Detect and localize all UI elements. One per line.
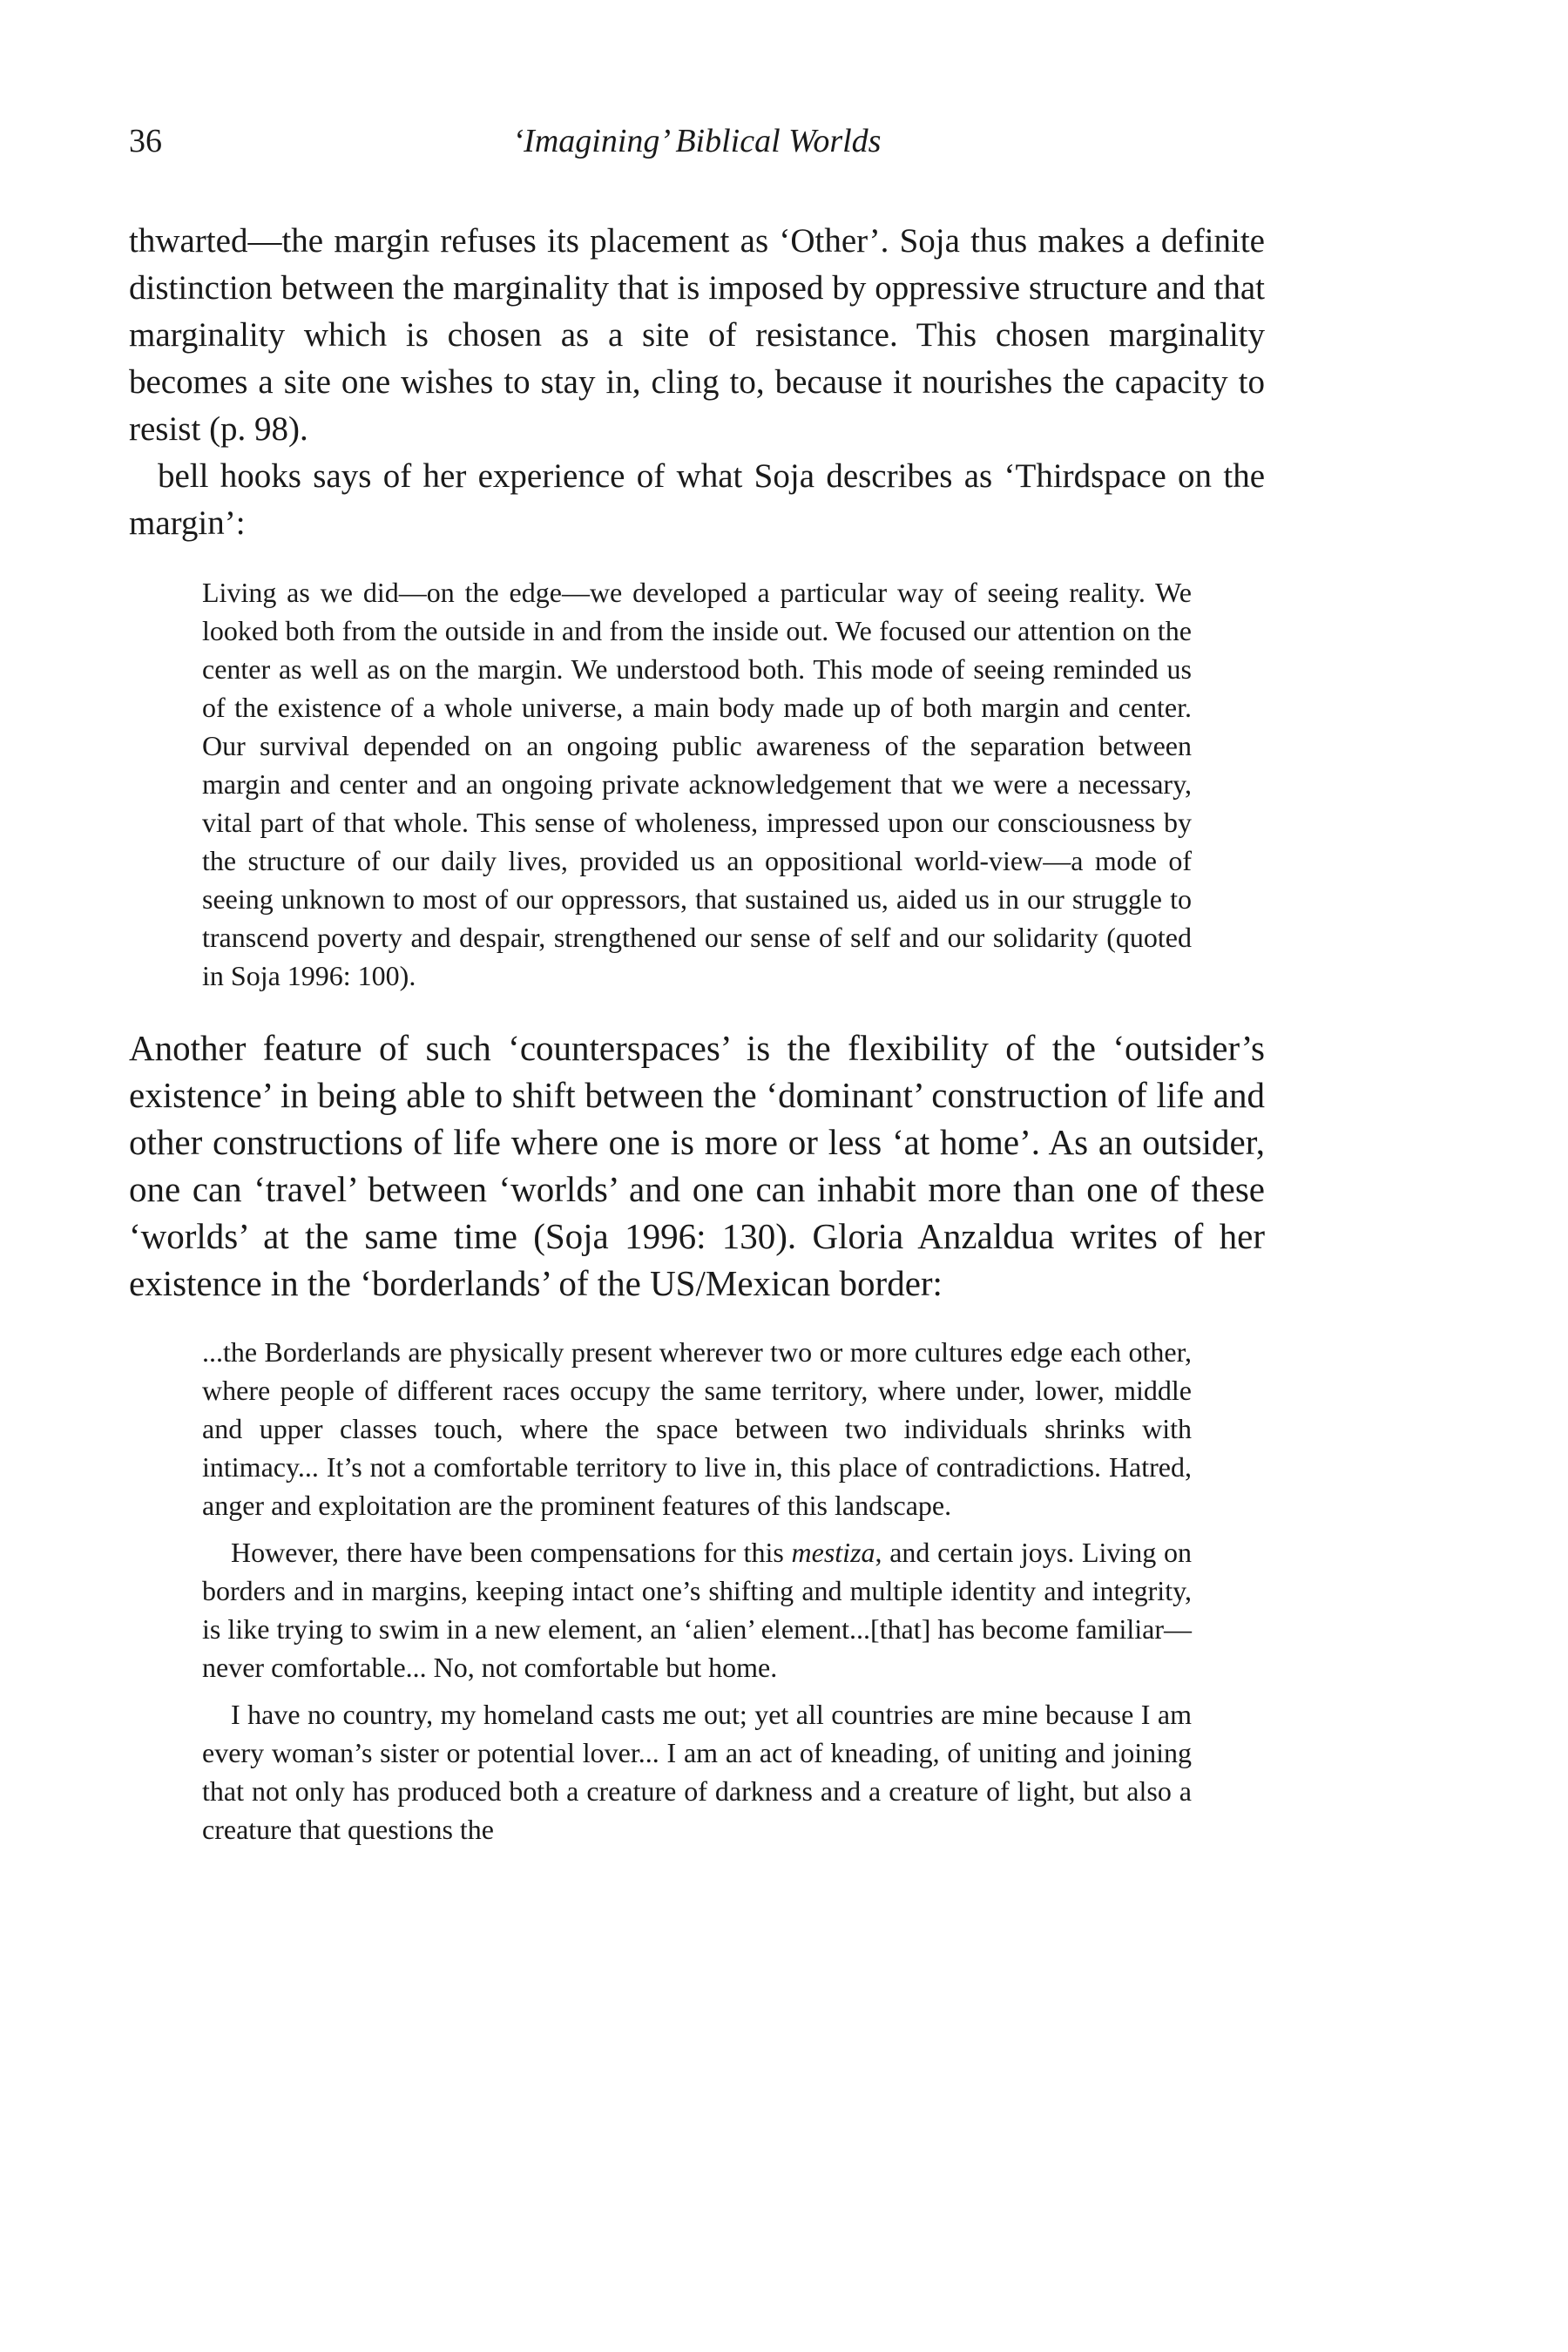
paragraph-bell-hooks-intro: bell hooks says of her experience of what Soja describes as ‘Thirdspace on the margin’: — [129, 457, 1265, 542]
quote-anzaldua-paragraph-3: I have no country, my homeland casts me out; yet all countries are mine because I am every woman’s sister or potential lover... I am an act of kneading, of uniting and joining that not only has produced both a creature of darkness and a creature of light, but also a creature that questions the — [202, 1699, 1192, 1845]
paragraph-thwarted: thwarted—the margin refuses its placement as ‘Other’. Soja thus makes a definite distinction between the marginality that is imposed by oppressive structure and that marginality which is chosen as a site of resistance. This chosen marginality becomes a site one wishes to stay in, cling to, because it nourishes the capacity to resist (p. 98). — [129, 222, 1265, 448]
quote-anzaldua-paragraph-2 — [202, 1533, 1192, 1686]
block-quote-hooks — [202, 573, 1192, 995]
quote-anzaldua-2-start: However, there have been compensations for this — [231, 1537, 792, 1568]
quote-anzaldua-2-end: , and certain joys. Living on borders and in margins, keeping intact one’s shifting and multiple identity and integrity, is like trying to swim in a new element, an ‘alien’ element...[that] has become familiar—never comfortable... No, not comfortable but home. — [202, 1537, 1193, 1683]
paragraph-counterspaces: Another feature of such ‘counterspaces’ is the flexibility of the ‘outsider’s existence’ in being able to shift between the ‘dominant’ construction of life and other constructions of life where one is more or less ‘at home’. As an outsider, one can ‘travel’ between ‘worlds’ and one can inhabit more than one of these ‘worlds’ at the same time (Soja 1996: 130). Gloria Anzaldua writes of her existence in the ‘borderlands’ of the US/Mexican border: — [129, 1028, 1265, 1303]
quote-hooks-text: Living as we did—on the edge—we developed a particular way of seeing reality. We looked both from the outside in and from the inside out. We focused our attention on the center as well as on the margin. We understood both. This mode of seeing reminded us of the existence of a whole universe, a main body made up of both margin and center. Our survival depended on an ongoing public awareness of the separation between margin and center and an ongoing private acknowledgement that we were a necessary, vital part of that whole. This sense of wholeness, impressed upon our consciousness by the structure of our daily lives, provided us an oppositional world-view—a mode of seeing unknown to most of our oppressors, that sustained us, aided us in our struggle to transcend poverty and despair, strengthened our sense of self and our solidarity (quoted in Soja 1996: 100). — [202, 577, 1192, 991]
quote-anzaldua-paragraph-1: ...the Borderlands are physically present wherever two or more cultures edge each other, where people of different races occupy the same territory, where under, lower, middle and upper classes touch, where the space between two individuals shrinks with intimacy... It’s not a comfortable territory to live in, this place of contradictions. Hatred, anger and exploitation are the prominent features of this landscape. — [202, 1336, 1192, 1521]
running-title: ‘Imagining’ Biblical Worlds — [512, 123, 882, 159]
mestiza-italic: mestiza — [791, 1537, 875, 1568]
block-quote-anzaldua — [202, 1333, 1192, 1848]
body-text — [129, 218, 1265, 1878]
page-number: 36 — [129, 123, 162, 159]
page-header — [129, 122, 1265, 174]
